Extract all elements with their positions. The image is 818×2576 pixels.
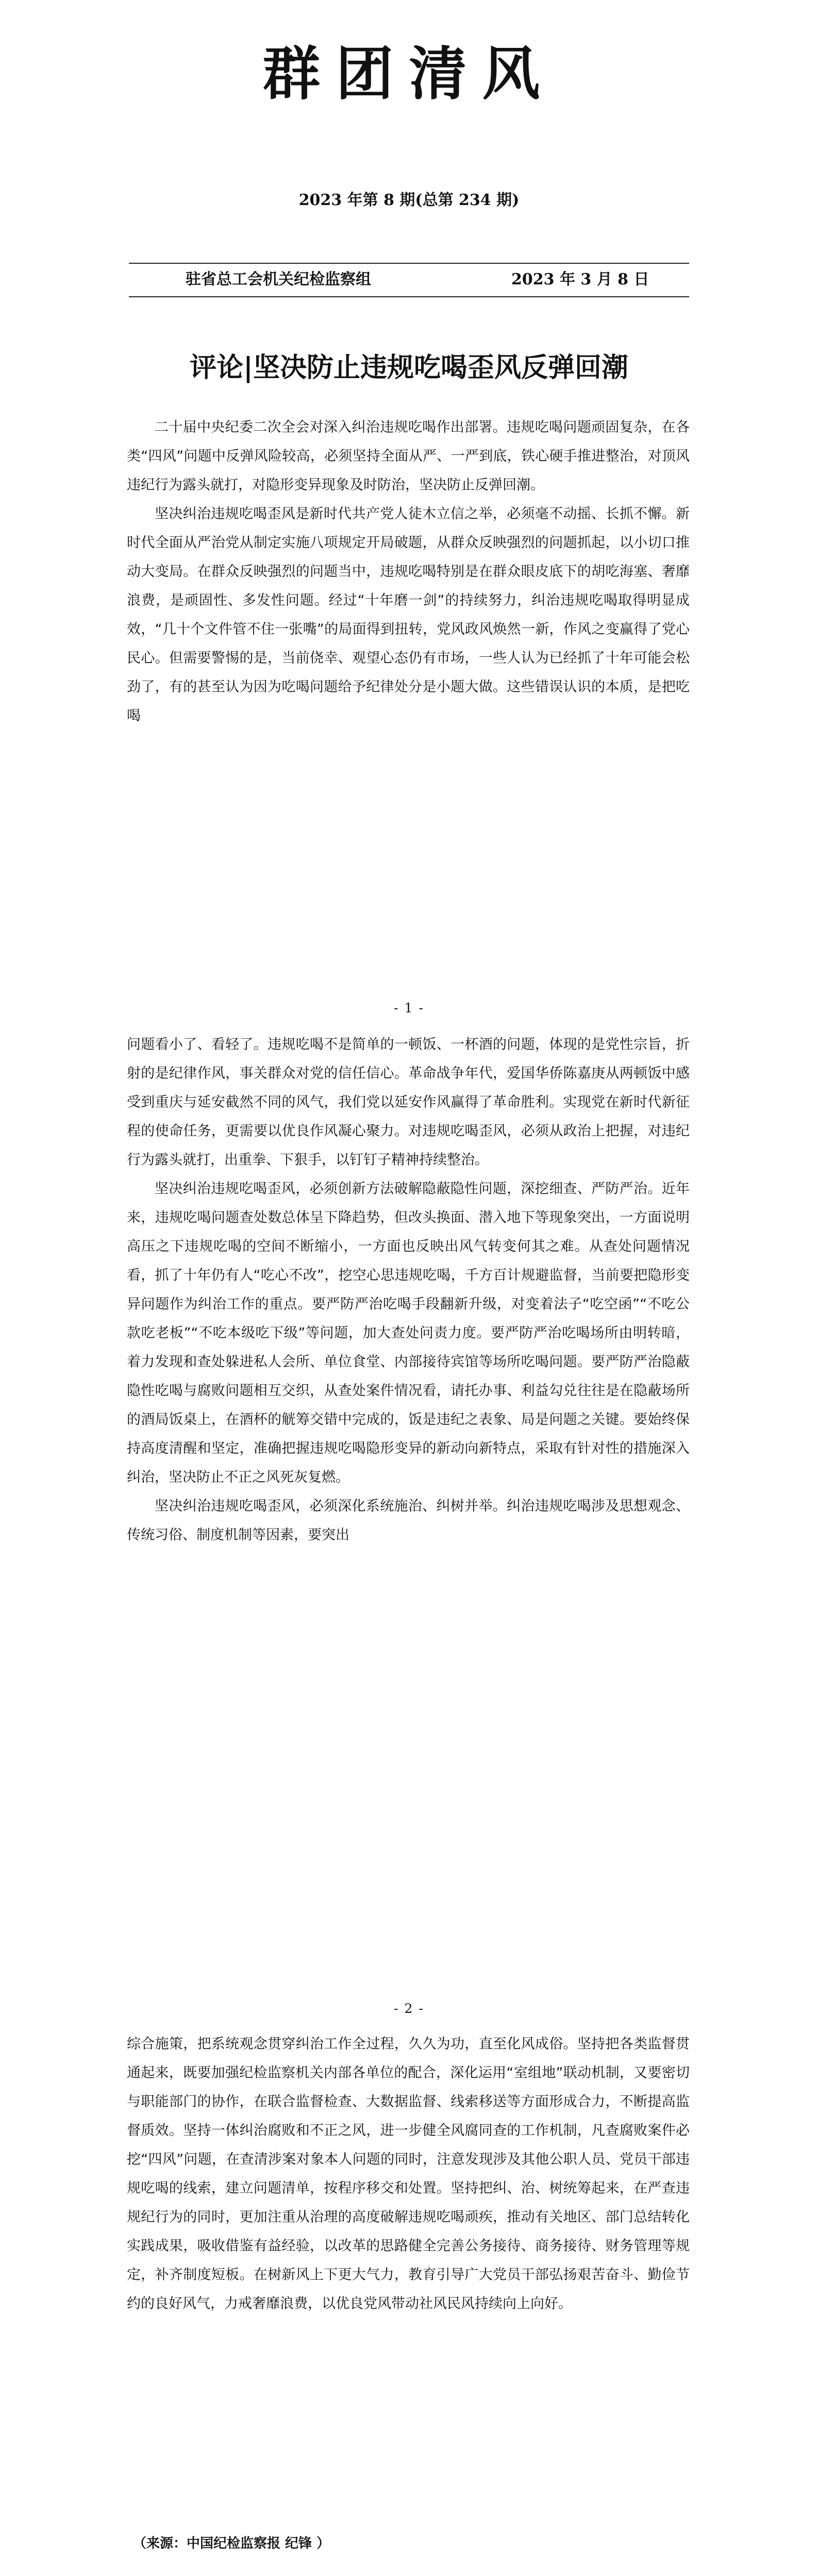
publication-date: 2023 年 3 月 8 日 xyxy=(511,270,649,289)
paragraph-1: 二十届中央纪委二次全会对深入纠治违规吃喝作出部署。违规吃喝问题顽固复杂，在各类“四风”问题中反弹风险较高，必须坚持全面从严、一严到底，铁心硬手推进整治，对顶风违纪行为露头就打，对隐形变异现象及时防治，坚决防止反弹回潮。 xyxy=(127,419,690,493)
paragraph-4-start: 坚决纠治违规吃喝歪风，必须深化系统施治、纠树并举。纠治违规吃喝涉及思想观念、传统习俗、制度机制等因素，要突出 xyxy=(127,1498,690,1543)
article-source: （来源：中国纪检监察报 纪锋 ） xyxy=(133,2536,330,2551)
paragraph-2-start: 坚决纠治违规吃喝歪风是新时代共产党人徒木立信之举，必须毫不动摇、长抓不懈。新时代全面从严治党从制定实施八项规定开局破题，从群众反映强烈的问题抓起，以小切口推动大变局。在群众反映强烈的问题当中，违规吃喝特别是在群众眼皮底下的胡吃海塞、奢靡浪费，是顽固性、多发性问题。经过“十年磨一剑”的持续努力，纠治违规吃喝取得明显成效，“几十个文件管不住一张嘴”的局面得到扭转，党风政风焕然一新，作风之变赢得了党心民心。但需要警惕的是，当前侥幸、观望心态仍有市场，一些人认为已经抓了十年可能会松劲了，有的甚至认为因为吃喝问题给予纪律处分是小题大做。这些错误认识的本质，是把吃喝 xyxy=(127,506,690,724)
article-body-page-3 xyxy=(127,2030,690,2318)
issue-number: 2023 年第 8 期(总第 234 期) xyxy=(298,191,520,209)
paragraph-4-continued: 综合施策，把系统观念贯穿纠治工作全过程，久久为功，直至化风成俗。坚持把各类监督贯通起来，既要加强纪检监察机关内部各单位的配合，深化运用“室组地”联动机制，又要密切与职能部门的协作，在联合监督检查、大数据监督、线索移送等方面形成合力，不断提高监督质效。坚持一体纠治腐败和不正之风，进一步健全风腐同查的工作机制，凡查腐败案件必挖“四风”问题，在查清涉案对象本人问题的同时，注意发现涉及其他公职人员、党员干部违规吃喝的线索，建立问题清单，按程序移交和处置。坚持把纠、治、树统筹起来，在严查违规纪行为的同时，更加注重从治理的高度破解违规吃喝顽疾，推动有关地区、部门总结转化实践成果，吸收借鉴有益经验，以改革的思路健全完善公务接待、商务接待、财务管理等规定，补齐制度短板。在树新风上下更大气力，教育引导广大党员干部弘扬艰苦奋斗、勤俭节约的良好风气，力戒奢靡浪费，以优良党风带动社风民风持续向上向好。 xyxy=(127,2036,690,2312)
header-rule-top xyxy=(129,263,689,264)
article-body-page-1 xyxy=(127,413,690,731)
masthead-title: 群团清风 xyxy=(262,40,556,108)
page-number-1: - 1 - xyxy=(394,1001,424,1015)
publisher-row xyxy=(129,268,689,291)
paragraph-2-continued: 问题看小了、看轻了。违规吃喝不是简单的一顿饭、一杯酒的问题，体现的是党性宗旨，折射的是纪律作风，事关群众对党的信任信心。革命战争年代，爱国华侨陈嘉庚从两顿饭中感受到重庆与延安截然不同的风气，我们党以延安作风赢得了革命胜利。实现党在新时代新征程的使命任务，更需要以优良作风凝心聚力。对违规吃喝歪风，必须从政治上把握，对违纪行为露头就打，出重拳、下狠手，以钉钉子精神持续整治。 xyxy=(127,1037,690,1168)
article-title: 评论|坚决防止违规吃喝歪风反弹回潮 xyxy=(190,351,628,383)
paragraph-3: 坚决纠治违规吃喝歪风，必须创新方法破解隐蔽隐性问题，深挖细查、严防严治。近年来，违规吃喝问题查处数总体呈下降趋势，但改头换面、潜入地下等现象突出，一方面说明高压之下违规吃喝的空间不断缩小，一方面也反映出风气转变何其之难。从查处问题情况看，抓了十年仍有人“吃心不改”，挖空心思违规吃喝，千方百计规避监督，当前要把隐形变异问题作为纠治工作的重点。要严防严治吃喝手段翻新升级，对变着法子“吃空函”“不吃公款吃老板”“不吃本级吃下级”等问题，加大查处问责力度。要严防严治吃喝场所由明转暗，着力发现和查处躲进私人会所、单位食堂、内部接待宾馆等场所吃喝问题。要严防严治隐蔽隐性吃喝与腐败问题相互交织，从查处案件情况看，请托办事、利益勾兑往往是在隐蔽场所的酒局饭桌上，在酒杯的觥筹交错中完成的，饭是违纪之表象、局是问题之关键。要始终保持高度清醒和坚定，准确把握违规吃喝隐形变异的新动向新特点，采取有针对性的措施深入纠治，坚决防止不正之风死灰复燃。 xyxy=(127,1181,690,1485)
page-number-2: - 2 - xyxy=(394,2001,424,2016)
header-rule-bottom xyxy=(129,296,689,297)
publisher: 驻省总工会机关纪检监察组 xyxy=(186,270,371,289)
article-body-page-2 xyxy=(127,1030,690,1550)
